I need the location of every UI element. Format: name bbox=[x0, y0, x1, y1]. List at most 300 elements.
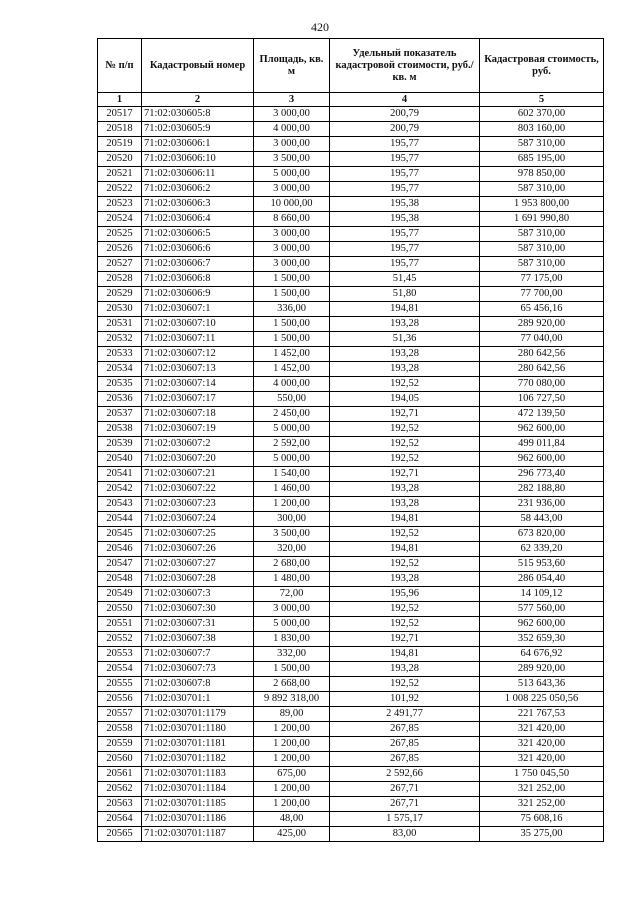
specific-value: 267,85 bbox=[330, 737, 480, 752]
cadastral-number: 71:02:030607:14 bbox=[142, 377, 254, 392]
specific-value: 51,80 bbox=[330, 287, 480, 302]
header-cadastral-value: Кадастровая стоимость, руб. bbox=[480, 39, 604, 93]
row-number: 20522 bbox=[98, 182, 142, 197]
specific-value: 192,71 bbox=[330, 407, 480, 422]
area-value: 4 000,00 bbox=[254, 377, 330, 392]
cadastral-number: 71:02:030606:5 bbox=[142, 227, 254, 242]
area-value: 1 452,00 bbox=[254, 362, 330, 377]
specific-value: 267,71 bbox=[330, 782, 480, 797]
cadastral-number: 71:02:030701:1186 bbox=[142, 812, 254, 827]
specific-value: 193,28 bbox=[330, 572, 480, 587]
row-number: 20554 bbox=[98, 662, 142, 677]
specific-value: 267,85 bbox=[330, 722, 480, 737]
header-row bbox=[98, 39, 604, 93]
specific-value: 192,52 bbox=[330, 377, 480, 392]
cadastral-value: 685 195,00 bbox=[480, 152, 604, 167]
row-number: 20534 bbox=[98, 362, 142, 377]
area-value: 336,00 bbox=[254, 302, 330, 317]
cadastral-value: 515 953,60 bbox=[480, 557, 604, 572]
table-row bbox=[98, 272, 604, 287]
table-row bbox=[98, 167, 604, 182]
cadastral-value: 321 420,00 bbox=[480, 737, 604, 752]
row-number: 20528 bbox=[98, 272, 142, 287]
area-value: 72,00 bbox=[254, 587, 330, 602]
cadastral-number: 71:02:030607:19 bbox=[142, 422, 254, 437]
row-number: 20521 bbox=[98, 167, 142, 182]
area-value: 5 000,00 bbox=[254, 452, 330, 467]
area-value: 1 452,00 bbox=[254, 347, 330, 362]
cadastral-value: 1 691 990,80 bbox=[480, 212, 604, 227]
specific-value: 192,71 bbox=[330, 467, 480, 482]
row-number: 20548 bbox=[98, 572, 142, 587]
table-row bbox=[98, 542, 604, 557]
specific-value: 193,28 bbox=[330, 362, 480, 377]
row-number: 20547 bbox=[98, 557, 142, 572]
table-row bbox=[98, 467, 604, 482]
table-row bbox=[98, 722, 604, 737]
specific-value: 192,52 bbox=[330, 602, 480, 617]
cadastral-number: 71:02:030606:1 bbox=[142, 137, 254, 152]
table-row bbox=[98, 407, 604, 422]
row-number: 20533 bbox=[98, 347, 142, 362]
area-value: 1 830,00 bbox=[254, 632, 330, 647]
table-row bbox=[98, 482, 604, 497]
cadastral-number: 71:02:030606:7 bbox=[142, 257, 254, 272]
area-value: 1 500,00 bbox=[254, 272, 330, 287]
cadastral-number: 71:02:030607:20 bbox=[142, 452, 254, 467]
cadastral-value-table bbox=[97, 38, 604, 842]
table-row bbox=[98, 827, 604, 842]
specific-value: 51,45 bbox=[330, 272, 480, 287]
cadastral-value: 289 920,00 bbox=[480, 317, 604, 332]
cadastral-number: 71:02:030607:30 bbox=[142, 602, 254, 617]
table-row bbox=[98, 242, 604, 257]
specific-value: 195,77 bbox=[330, 137, 480, 152]
cadastral-number: 71:02:030606:11 bbox=[142, 167, 254, 182]
cadastral-value: 587 310,00 bbox=[480, 242, 604, 257]
row-number: 20519 bbox=[98, 137, 142, 152]
area-value: 48,00 bbox=[254, 812, 330, 827]
table-row bbox=[98, 497, 604, 512]
area-value: 2 450,00 bbox=[254, 407, 330, 422]
cadastral-value: 1 750 045,50 bbox=[480, 767, 604, 782]
table-row bbox=[98, 227, 604, 242]
cadastral-value: 978 850,00 bbox=[480, 167, 604, 182]
row-number: 20545 bbox=[98, 527, 142, 542]
column-number: 3 bbox=[254, 93, 330, 107]
row-number: 20523 bbox=[98, 197, 142, 212]
table-row bbox=[98, 527, 604, 542]
row-number: 20562 bbox=[98, 782, 142, 797]
cadastral-number: 71:02:030607:26 bbox=[142, 542, 254, 557]
cadastral-value: 321 252,00 bbox=[480, 782, 604, 797]
row-number: 20542 bbox=[98, 482, 142, 497]
row-number: 20544 bbox=[98, 512, 142, 527]
cadastral-value: 77 700,00 bbox=[480, 287, 604, 302]
table-row bbox=[98, 182, 604, 197]
cadastral-number: 71:02:030607:24 bbox=[142, 512, 254, 527]
table-row bbox=[98, 587, 604, 602]
row-number: 20532 bbox=[98, 332, 142, 347]
specific-value: 195,77 bbox=[330, 167, 480, 182]
area-value: 3 000,00 bbox=[254, 257, 330, 272]
specific-value: 83,00 bbox=[330, 827, 480, 842]
specific-value: 195,96 bbox=[330, 587, 480, 602]
specific-value: 193,28 bbox=[330, 497, 480, 512]
table-row bbox=[98, 332, 604, 347]
row-number: 20539 bbox=[98, 437, 142, 452]
area-value: 3 000,00 bbox=[254, 107, 330, 122]
area-value: 3 000,00 bbox=[254, 602, 330, 617]
cadastral-number: 71:02:030607:2 bbox=[142, 437, 254, 452]
area-value: 675,00 bbox=[254, 767, 330, 782]
specific-value: 192,52 bbox=[330, 452, 480, 467]
row-number: 20531 bbox=[98, 317, 142, 332]
cadastral-value: 321 252,00 bbox=[480, 797, 604, 812]
cadastral-number: 71:02:030606:9 bbox=[142, 287, 254, 302]
cadastral-value: 1 008 225 050,56 bbox=[480, 692, 604, 707]
table-row bbox=[98, 302, 604, 317]
area-value: 3 500,00 bbox=[254, 152, 330, 167]
area-value: 1 480,00 bbox=[254, 572, 330, 587]
cadastral-number: 71:02:030607:1 bbox=[142, 302, 254, 317]
area-value: 5 000,00 bbox=[254, 422, 330, 437]
specific-value: 193,28 bbox=[330, 482, 480, 497]
cadastral-value: 286 054,40 bbox=[480, 572, 604, 587]
cadastral-number: 71:02:030607:27 bbox=[142, 557, 254, 572]
area-value: 300,00 bbox=[254, 512, 330, 527]
area-value: 1 200,00 bbox=[254, 782, 330, 797]
cadastral-number: 71:02:030607:23 bbox=[142, 497, 254, 512]
specific-value: 195,38 bbox=[330, 212, 480, 227]
cadastral-number: 71:02:030607:22 bbox=[142, 482, 254, 497]
column-number: 2 bbox=[142, 93, 254, 107]
header-number: № п/п bbox=[98, 39, 142, 93]
cadastral-number: 71:02:030607:3 bbox=[142, 587, 254, 602]
cadastral-value: 321 420,00 bbox=[480, 722, 604, 737]
cadastral-value: 962 600,00 bbox=[480, 452, 604, 467]
area-value: 2 592,00 bbox=[254, 437, 330, 452]
row-number: 20525 bbox=[98, 227, 142, 242]
specific-value: 195,38 bbox=[330, 197, 480, 212]
table-row bbox=[98, 767, 604, 782]
table-row bbox=[98, 737, 604, 752]
cadastral-value: 352 659,30 bbox=[480, 632, 604, 647]
area-value: 89,00 bbox=[254, 707, 330, 722]
row-number: 20551 bbox=[98, 617, 142, 632]
row-number: 20538 bbox=[98, 422, 142, 437]
area-value: 1 500,00 bbox=[254, 287, 330, 302]
row-number: 20565 bbox=[98, 827, 142, 842]
table-row bbox=[98, 212, 604, 227]
area-value: 1 200,00 bbox=[254, 722, 330, 737]
table-row bbox=[98, 137, 604, 152]
specific-value: 195,77 bbox=[330, 242, 480, 257]
specific-value: 193,28 bbox=[330, 317, 480, 332]
row-number: 20535 bbox=[98, 377, 142, 392]
cadastral-value: 803 160,00 bbox=[480, 122, 604, 137]
cadastral-number: 71:02:030605:9 bbox=[142, 122, 254, 137]
cadastral-value: 64 676,92 bbox=[480, 647, 604, 662]
area-value: 320,00 bbox=[254, 542, 330, 557]
specific-value: 192,52 bbox=[330, 527, 480, 542]
column-numbers-row bbox=[98, 93, 604, 107]
specific-value: 195,77 bbox=[330, 152, 480, 167]
row-number: 20540 bbox=[98, 452, 142, 467]
area-value: 1 540,00 bbox=[254, 467, 330, 482]
cadastral-value: 75 608,16 bbox=[480, 812, 604, 827]
specific-value: 101,92 bbox=[330, 692, 480, 707]
specific-value: 51,36 bbox=[330, 332, 480, 347]
specific-value: 193,28 bbox=[330, 662, 480, 677]
table-row bbox=[98, 287, 604, 302]
cadastral-value: 296 773,40 bbox=[480, 467, 604, 482]
area-value: 1 500,00 bbox=[254, 332, 330, 347]
table-row bbox=[98, 512, 604, 527]
row-number: 20559 bbox=[98, 737, 142, 752]
header-specific-value: Удельный показатель кадастровой стоимости, руб./кв. м bbox=[330, 39, 480, 93]
cadastral-value: 35 275,00 bbox=[480, 827, 604, 842]
row-number: 20530 bbox=[98, 302, 142, 317]
cadastral-value: 221 767,53 bbox=[480, 707, 604, 722]
row-number: 20558 bbox=[98, 722, 142, 737]
area-value: 3 000,00 bbox=[254, 242, 330, 257]
cadastral-number: 71:02:030607:31 bbox=[142, 617, 254, 632]
specific-value: 267,71 bbox=[330, 797, 480, 812]
specific-value: 200,79 bbox=[330, 122, 480, 137]
table-row bbox=[98, 632, 604, 647]
cadastral-value: 77 175,00 bbox=[480, 272, 604, 287]
table-row bbox=[98, 707, 604, 722]
cadastral-number: 71:02:030607:11 bbox=[142, 332, 254, 347]
cadastral-number: 71:02:030606:3 bbox=[142, 197, 254, 212]
row-number: 20546 bbox=[98, 542, 142, 557]
area-value: 10 000,00 bbox=[254, 197, 330, 212]
area-value: 5 000,00 bbox=[254, 167, 330, 182]
area-value: 3 000,00 bbox=[254, 182, 330, 197]
specific-value: 195,77 bbox=[330, 257, 480, 272]
area-value: 3 000,00 bbox=[254, 137, 330, 152]
cadastral-number: 71:02:030606:10 bbox=[142, 152, 254, 167]
row-number: 20524 bbox=[98, 212, 142, 227]
row-number: 20564 bbox=[98, 812, 142, 827]
cadastral-value: 962 600,00 bbox=[480, 617, 604, 632]
area-value: 1 200,00 bbox=[254, 797, 330, 812]
cadastral-number: 71:02:030607:21 bbox=[142, 467, 254, 482]
row-number: 20556 bbox=[98, 692, 142, 707]
cadastral-value: 587 310,00 bbox=[480, 257, 604, 272]
cadastral-number: 71:02:030701:1185 bbox=[142, 797, 254, 812]
cadastral-value: 962 600,00 bbox=[480, 422, 604, 437]
table-row bbox=[98, 122, 604, 137]
area-value: 3 500,00 bbox=[254, 527, 330, 542]
header-cadastral-number: Кадастровый номер bbox=[142, 39, 254, 93]
row-number: 20537 bbox=[98, 407, 142, 422]
cadastral-value: 1 953 800,00 bbox=[480, 197, 604, 212]
cadastral-value: 577 560,00 bbox=[480, 602, 604, 617]
specific-value: 194,81 bbox=[330, 302, 480, 317]
area-value: 332,00 bbox=[254, 647, 330, 662]
cadastral-number: 71:02:030701:1183 bbox=[142, 767, 254, 782]
cadastral-value: 280 642,56 bbox=[480, 362, 604, 377]
cadastral-number: 71:02:030607:38 bbox=[142, 632, 254, 647]
area-value: 3 000,00 bbox=[254, 227, 330, 242]
row-number: 20561 bbox=[98, 767, 142, 782]
table-row bbox=[98, 797, 604, 812]
specific-value: 200,79 bbox=[330, 107, 480, 122]
cadastral-number: 71:02:030607:18 bbox=[142, 407, 254, 422]
cadastral-number: 71:02:030606:8 bbox=[142, 272, 254, 287]
cadastral-number: 71:02:030607:28 bbox=[142, 572, 254, 587]
area-value: 5 000,00 bbox=[254, 617, 330, 632]
table-row bbox=[98, 692, 604, 707]
table-row bbox=[98, 257, 604, 272]
row-number: 20552 bbox=[98, 632, 142, 647]
area-value: 2 680,00 bbox=[254, 557, 330, 572]
cadastral-value: 231 936,00 bbox=[480, 497, 604, 512]
table-row bbox=[98, 377, 604, 392]
area-value: 1 200,00 bbox=[254, 497, 330, 512]
table-row bbox=[98, 452, 604, 467]
row-number: 20557 bbox=[98, 707, 142, 722]
cadastral-number: 71:02:030607:10 bbox=[142, 317, 254, 332]
row-number: 20541 bbox=[98, 467, 142, 482]
table-row bbox=[98, 107, 604, 122]
cadastral-value: 673 820,00 bbox=[480, 527, 604, 542]
cadastral-number: 71:02:030606:4 bbox=[142, 212, 254, 227]
cadastral-number: 71:02:030701:1184 bbox=[142, 782, 254, 797]
cadastral-value: 58 443,00 bbox=[480, 512, 604, 527]
cadastral-value: 14 109,12 bbox=[480, 587, 604, 602]
column-number: 5 bbox=[480, 93, 604, 107]
table-row bbox=[98, 362, 604, 377]
area-value: 1 460,00 bbox=[254, 482, 330, 497]
cadastral-number: 71:02:030605:8 bbox=[142, 107, 254, 122]
cadastral-value: 282 188,80 bbox=[480, 482, 604, 497]
row-number: 20543 bbox=[98, 497, 142, 512]
specific-value: 195,77 bbox=[330, 182, 480, 197]
header-area: Площадь, кв. м bbox=[254, 39, 330, 93]
row-number: 20553 bbox=[98, 647, 142, 662]
area-value: 9 892 318,00 bbox=[254, 692, 330, 707]
cadastral-number: 71:02:030701:1187 bbox=[142, 827, 254, 842]
area-value: 1 500,00 bbox=[254, 317, 330, 332]
cadastral-number: 71:02:030607:13 bbox=[142, 362, 254, 377]
row-number: 20529 bbox=[98, 287, 142, 302]
cadastral-number: 71:02:030607:8 bbox=[142, 677, 254, 692]
cadastral-number: 71:02:030607:12 bbox=[142, 347, 254, 362]
row-number: 20560 bbox=[98, 752, 142, 767]
cadastral-number: 71:02:030606:6 bbox=[142, 242, 254, 257]
specific-value: 267,85 bbox=[330, 752, 480, 767]
table-row bbox=[98, 812, 604, 827]
cadastral-value: 62 339,20 bbox=[480, 542, 604, 557]
specific-value: 2 592,66 bbox=[330, 767, 480, 782]
table-row bbox=[98, 752, 604, 767]
page-number: 420 bbox=[311, 20, 329, 34]
row-number: 20518 bbox=[98, 122, 142, 137]
table-row bbox=[98, 647, 604, 662]
specific-value: 192,52 bbox=[330, 677, 480, 692]
specific-value: 192,52 bbox=[330, 422, 480, 437]
specific-value: 192,71 bbox=[330, 632, 480, 647]
area-value: 425,00 bbox=[254, 827, 330, 842]
specific-value: 194,81 bbox=[330, 542, 480, 557]
table-row bbox=[98, 677, 604, 692]
row-number: 20527 bbox=[98, 257, 142, 272]
table-row bbox=[98, 557, 604, 572]
specific-value: 192,52 bbox=[330, 437, 480, 452]
row-number: 20526 bbox=[98, 242, 142, 257]
area-value: 2 668,00 bbox=[254, 677, 330, 692]
row-number: 20550 bbox=[98, 602, 142, 617]
cadastral-value: 280 642,56 bbox=[480, 347, 604, 362]
cadastral-number: 71:02:030607:25 bbox=[142, 527, 254, 542]
table-row bbox=[98, 347, 604, 362]
cadastral-number: 71:02:030701:1 bbox=[142, 692, 254, 707]
cadastral-number: 71:02:030607:73 bbox=[142, 662, 254, 677]
cadastral-number: 71:02:030701:1181 bbox=[142, 737, 254, 752]
specific-value: 194,81 bbox=[330, 647, 480, 662]
specific-value: 2 491,77 bbox=[330, 707, 480, 722]
cadastral-value: 77 040,00 bbox=[480, 332, 604, 347]
table-row bbox=[98, 392, 604, 407]
specific-value: 192,52 bbox=[330, 617, 480, 632]
row-number: 20563 bbox=[98, 797, 142, 812]
area-value: 8 660,00 bbox=[254, 212, 330, 227]
table-row bbox=[98, 437, 604, 452]
area-value: 550,00 bbox=[254, 392, 330, 407]
cadastral-number: 71:02:030701:1180 bbox=[142, 722, 254, 737]
cadastral-value: 65 456,16 bbox=[480, 302, 604, 317]
column-number: 1 bbox=[98, 93, 142, 107]
table-row bbox=[98, 602, 604, 617]
cadastral-value: 587 310,00 bbox=[480, 227, 604, 242]
table-row bbox=[98, 662, 604, 677]
specific-value: 194,81 bbox=[330, 512, 480, 527]
cadastral-value: 499 011,84 bbox=[480, 437, 604, 452]
table-row bbox=[98, 617, 604, 632]
cadastral-value: 770 080,00 bbox=[480, 377, 604, 392]
specific-value: 195,77 bbox=[330, 227, 480, 242]
specific-value: 193,28 bbox=[330, 347, 480, 362]
cadastral-number: 71:02:030607:7 bbox=[142, 647, 254, 662]
specific-value: 194,05 bbox=[330, 392, 480, 407]
row-number: 20520 bbox=[98, 152, 142, 167]
cadastral-value: 289 920,00 bbox=[480, 662, 604, 677]
cadastral-value: 472 139,50 bbox=[480, 407, 604, 422]
cadastral-number: 71:02:030606:2 bbox=[142, 182, 254, 197]
table-row bbox=[98, 197, 604, 212]
area-value: 1 500,00 bbox=[254, 662, 330, 677]
cadastral-value: 513 643,36 bbox=[480, 677, 604, 692]
cadastral-value: 602 370,00 bbox=[480, 107, 604, 122]
area-value: 1 200,00 bbox=[254, 752, 330, 767]
cadastral-number: 71:02:030701:1182 bbox=[142, 752, 254, 767]
cadastral-number: 71:02:030701:1179 bbox=[142, 707, 254, 722]
cadastral-value: 587 310,00 bbox=[480, 182, 604, 197]
column-number: 4 bbox=[330, 93, 480, 107]
table-row bbox=[98, 572, 604, 587]
specific-value: 192,52 bbox=[330, 557, 480, 572]
row-number: 20549 bbox=[98, 587, 142, 602]
specific-value: 1 575,17 bbox=[330, 812, 480, 827]
cadastral-number: 71:02:030607:17 bbox=[142, 392, 254, 407]
cadastral-value: 106 727,50 bbox=[480, 392, 604, 407]
table-row bbox=[98, 152, 604, 167]
row-number: 20536 bbox=[98, 392, 142, 407]
table-row bbox=[98, 422, 604, 437]
